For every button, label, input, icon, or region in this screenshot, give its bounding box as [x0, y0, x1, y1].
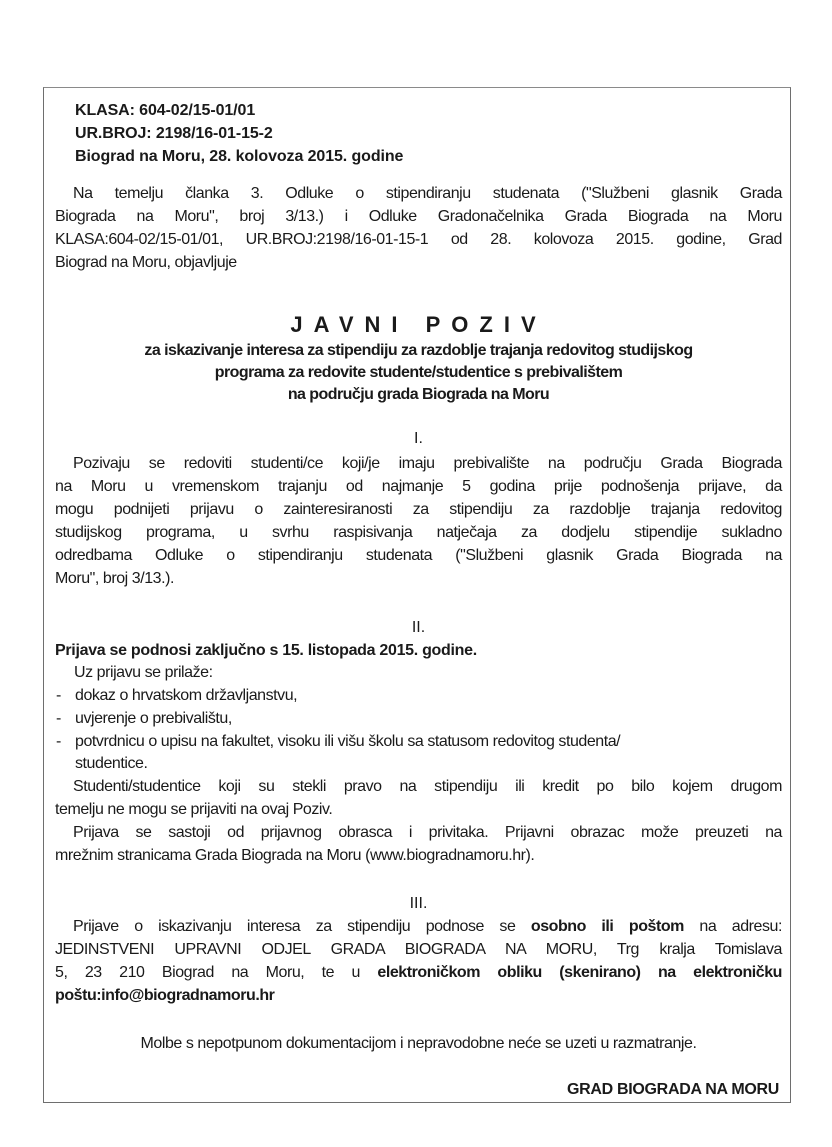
section3-line	[55, 961, 782, 984]
section1-line: Pozivaju se redoviti studenti/ce koji/je imaju prebivalište na području Grada Biograda	[73, 455, 782, 472]
page-title: JAVNI POZIV	[290, 312, 547, 337]
section3-bold: osobno ili poštom	[530, 918, 684, 935]
ur-broj: UR.BROJ: 2198/16-01-15-2	[75, 125, 273, 142]
subtitle-line: programa za redovite studente/studentice s prebivalištem	[214, 364, 623, 381]
section-number: II.	[411, 619, 426, 636]
section-number: I.	[414, 430, 423, 447]
section1-line: studijskog programa, u svrhu raspisivanja natječaja za dodjelu stipendije sukladno	[55, 524, 782, 541]
attachments-intro: Uz prijavu se prilaže:	[74, 664, 213, 681]
intro-line: KLASA:604-02/15-01/01, UR.BROJ:2198/16-01-15-1 od 28. kolovoza 2015. godine, Grad	[55, 231, 782, 248]
section1-line: odredbama Odluke o stipendiranju studenata ("Službeni glasnik Grada Biograda na	[55, 547, 782, 564]
section1-line: na Moru u vremenskom trajanju od najmanje 5 godina prije podnošenja prijave, da	[55, 478, 782, 495]
subtitle-line: na području grada Biograda na Moru	[287, 386, 550, 403]
section3-line	[55, 915, 782, 938]
section2-line: mrežnim stranicama Grada Biograda na Moru (www.biogradnamoru.hr).	[55, 847, 535, 864]
subtitle-line: za iskazivanje interesa za stipendiju za razdoblje trajanja redovitog studijskog	[144, 342, 693, 359]
section3-bold: elektroničkom obliku (skenirano) na elektroničku	[377, 964, 782, 981]
section2-line: Studenti/studentice koji su stekli pravo na stipendiju ili kredit po bilo kojem drugom	[73, 778, 782, 795]
place-date: Biograd na Moru, 28. kolovoza 2015. godine	[75, 148, 404, 165]
list-item: potvrdnicu o upisu na fakultet, visoku ili višu školu sa statusom redovitog studenta/	[75, 733, 621, 750]
section3-text: 5, 23 210 Biograd na Moru, te u	[55, 964, 378, 981]
section3-line: JEDINSTVENI UPRAVNI ODJEL GRADA BIOGRADA NA MORU, Trg kralja Tomislava	[55, 941, 782, 958]
section1-line: Moru", broj 3/13.).	[55, 570, 174, 587]
section2-line: Prijava se sastoji od prijavnog obrasca i privitaka. Prijavni obrazac može preuzeti na	[73, 824, 782, 841]
section2-line: temelju ne mogu se prijaviti na ovaj Poziv.	[55, 801, 333, 818]
intro-line: Biograd na Moru, objavljuje	[55, 254, 237, 271]
section3-text: na adresu:	[683, 918, 782, 935]
intro-line: Biograda na Moru", broj 3/13.) i Odluke Gradonačelnika Grada Biograda na Moru	[55, 208, 782, 225]
list-bullet: -	[56, 733, 62, 750]
section-number: III.	[409, 895, 428, 912]
section1-line: mogu podnijeti prijavu o zainteresiranosti za stipendiju za razdoblje trajanja redovitog	[55, 501, 782, 518]
deadline: Prijava se podnosi zaključno s 15. listopada 2015. godine.	[55, 642, 477, 659]
list-item-continued: studentice.	[75, 755, 148, 772]
section3-text: Prijave o iskazivanju interesa za stipendiju podnose se	[73, 918, 531, 935]
klasa: KLASA: 604-02/15-01/01	[75, 102, 256, 119]
email-address: poštu:info@biogradnamoru.hr	[55, 987, 275, 1004]
closing-note: Molbe s nepotpunom dokumentacijom i nepravodobne neće se uzeti u razmatranje.	[140, 1035, 697, 1052]
list-item: uvjerenje o prebivalištu,	[75, 710, 232, 727]
intro-line: Na temelju članka 3. Odluke o stipendiranju studenata ("Službeni glasnik Grada	[73, 185, 782, 202]
list-item: dokaz o hrvatskom državljanstvu,	[75, 687, 298, 704]
list-bullet: -	[56, 710, 62, 727]
list-bullet: -	[56, 687, 62, 704]
signature: GRAD BIOGRADA NA MORU	[566, 1081, 779, 1098]
